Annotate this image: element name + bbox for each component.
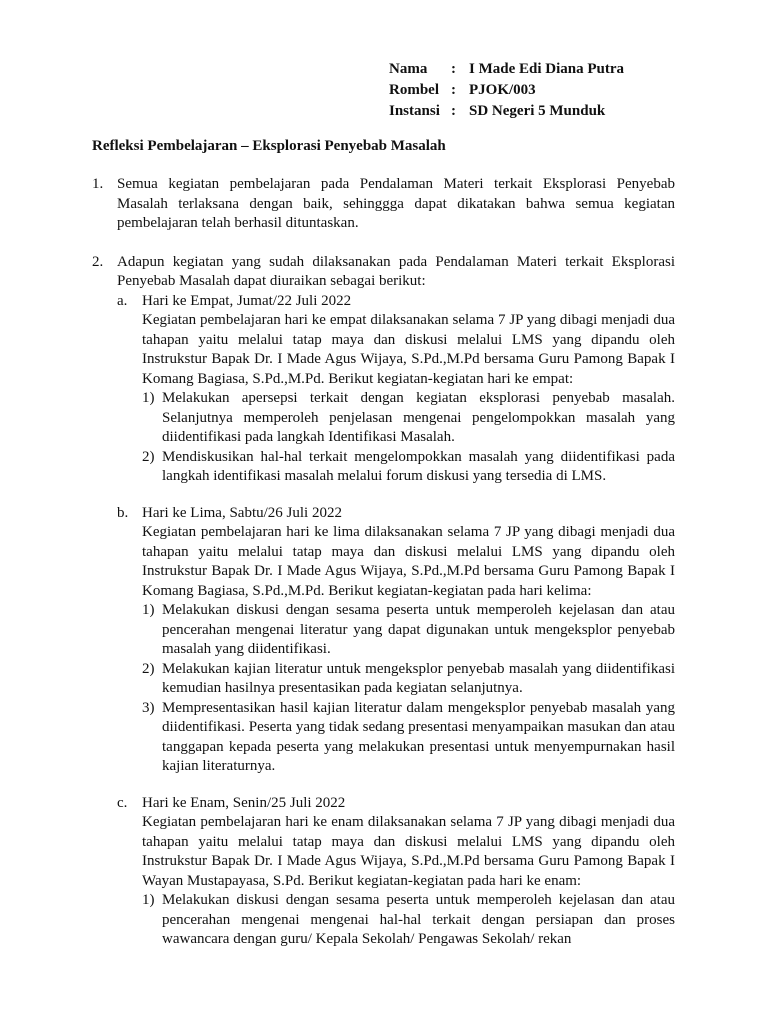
identity-label: Nama bbox=[389, 61, 428, 77]
document-title: Refleksi Pembelajaran – Eksplorasi Penyebab Masalah bbox=[92, 138, 446, 154]
identity-colon: : bbox=[451, 82, 456, 98]
day-letter: a. bbox=[117, 292, 128, 309]
step-item bbox=[142, 699, 675, 777]
day-letter: b. bbox=[117, 504, 129, 521]
day-heading: Hari ke Enam, Senin/25 Juli 2022 bbox=[142, 794, 346, 811]
step-item bbox=[142, 660, 675, 699]
list-item-1 bbox=[92, 175, 675, 234]
step-number: 3) bbox=[142, 699, 155, 716]
identity-row-instansi bbox=[389, 102, 624, 123]
item-text: Adapun kegiatan yang sudah dilaksanakan pada Pendalaman Materi terkait Eksplorasi Penyebab Masalah dapat diuraikan sebagai berikut: bbox=[117, 253, 675, 289]
step-number: 1) bbox=[142, 390, 155, 406]
step-text: Melakukan apersepsi terkait dengan kegiatan eksplorasi penyebab masalah. Selanjutnya memperoleh penjelasan mengenai pengelompokkan masalah yang diidentifikasi pada langkah Identifikasi Masalah. bbox=[162, 390, 675, 445]
identity-row-rombel bbox=[389, 81, 624, 102]
identity-label: Instansi bbox=[389, 103, 440, 119]
day-section-a bbox=[117, 292, 675, 487]
day-paragraph: Kegiatan pembelajaran hari ke lima dilaksanakan selama 7 JP yang dibagi menjadi dua tahapan yaitu melalui tatap maya dan diskusi melalui LMS yang dipandu oleh Instrukstur Bapak Dr. I Made Agus Wijaya, S.Pd.,M.Pd bersama Guru Pamong Bapak I Komang Bagiasa, S.Pd.,M.Pd. Berikut kegiatan-kegiatan pada hari kelima: bbox=[142, 524, 675, 599]
day-paragraph: Kegiatan pembelajaran hari ke empat dilaksanakan selama 7 JP yang dibagi menjadi dua tahapan yaitu melalui tatap maya dan diskusi melalui LMS yang dipandu oleh Instrukstur Bapak Dr. I Made Agus Wijaya, S.Pd.,M.Pd bersama Guru Pamong Bapak I Komang Bagiasa, S.Pd.,M.Pd. Berikut kegiatan-kegiatan hari ke empat: bbox=[142, 312, 675, 387]
identity-colon: : bbox=[451, 61, 456, 77]
identity-block bbox=[389, 60, 624, 123]
step-text: Melakukan diskusi dengan sesama peserta untuk memperoleh kejelasan dan atau pencerahan mengenai literatur yang dapat digunakan untuk mengeksplor penyebab masalah yang diidentifikasi. bbox=[162, 602, 675, 657]
step-number: 1) bbox=[142, 892, 155, 908]
identity-label: Rombel bbox=[389, 82, 439, 98]
day-section-c bbox=[117, 794, 675, 950]
step-text: Melakukan diskusi dengan sesama peserta untuk memperoleh kejelasan dan atau pencerahan mengenai mengenai hal-hal terkait dengan persiapan dan proses wawancara dengan guru/ Kepala Sekolah/ Pengawas Sekolah/ rekan bbox=[162, 892, 675, 947]
list-item-2 bbox=[92, 253, 675, 292]
identity-value: SD Negeri 5 Munduk bbox=[469, 103, 606, 119]
identity-colon: : bbox=[451, 103, 456, 119]
identity-value: PJOK/003 bbox=[469, 82, 536, 98]
step-text: Melakukan kajian literatur untuk mengeksplor penyebab masalah yang diidentifikasi kemudian hasilnya presentasikan pada kegiatan selanjutnya. bbox=[162, 660, 675, 696]
step-text: Mendiskusikan hal-hal terkait mengelompokkan masalah yang diidentifikasi pada langkah identifikasi masalah melalui forum diskusi yang tersedia di LMS. bbox=[162, 448, 675, 484]
identity-row-nama bbox=[389, 60, 624, 81]
item-text: Semua kegiatan pembelajaran pada Pendalaman Materi terkait Eksplorasi Penyebab Masalah terlaksana dengan baik, sehinggga dapat dikatakan bahwa semua kegiatan pembelajaran telah berhasil dituntaskan. bbox=[117, 176, 675, 231]
day-paragraph: Kegiatan pembelajaran hari ke enam dilaksanakan selama 7 JP yang dibagi menjadi dua tahapan yaitu melalui tatap maya dan diskusi melalui LMS yang dipandu oleh Instrukstur Bapak Dr. I Made Agus Wijaya, S.Pd.,M.Pd bersama Guru Pamong Bapak I Wayan Mustapayasa, S.Pd. Berikut kegiatan-kegiatan pada hari ke enam: bbox=[142, 814, 675, 889]
step-item bbox=[142, 448, 675, 487]
day-letter: c. bbox=[117, 794, 128, 811]
day-heading: Hari ke Lima, Sabtu/26 Juli 2022 bbox=[142, 504, 342, 521]
day-heading: Hari ke Empat, Jumat/22 Juli 2022 bbox=[142, 292, 352, 309]
step-item bbox=[142, 891, 675, 950]
step-number: 2) bbox=[142, 448, 155, 465]
item-number: 2. bbox=[92, 253, 104, 270]
item-number: 1. bbox=[92, 176, 104, 192]
step-number: 1) bbox=[142, 602, 155, 618]
step-item bbox=[142, 601, 675, 660]
step-text: Mempresentasikan hasil kajian literatur dalam mengeksplor penyebab masalah yang diidentifikasi. Peserta yang tidak sedang presentasi menyampaikan masukan dan atau tanggapan kepada peserta yang melakukan presentasi untuk menyempurnakan hasil kajian literaturnya. bbox=[162, 699, 675, 774]
step-item bbox=[142, 389, 675, 448]
step-number: 2) bbox=[142, 660, 155, 677]
document-body bbox=[92, 175, 675, 950]
identity-value: I Made Edi Diana Putra bbox=[469, 61, 625, 77]
day-section-b bbox=[117, 504, 675, 777]
